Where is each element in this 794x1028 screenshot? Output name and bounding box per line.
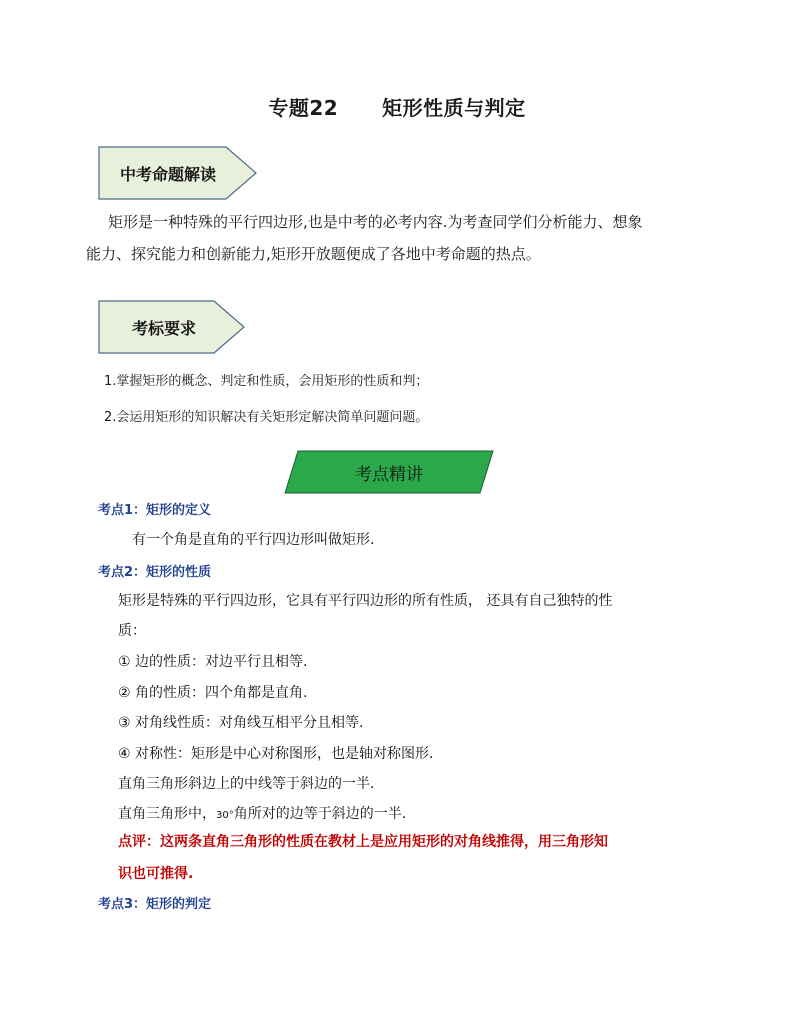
remark-line-2: 识也可推得. xyxy=(118,866,194,882)
thirty-degree-suffix: 角所对的边等于斜边的一半. xyxy=(233,806,407,822)
thirty-degree-property xyxy=(118,803,406,823)
intro-line-2: 能力、探究能力和创新能力,矩形开放题便成了各地中考命题的热点。 xyxy=(86,245,541,263)
remark-line-1: 点评：这两条直角三角形的性质在教材上是应用矩形的对角线推得，用三角形知 xyxy=(118,834,608,850)
section-tag-label: 中考命题解读 xyxy=(119,164,216,184)
thirty-degree-prefix: 直角三角形中， xyxy=(118,806,216,822)
section-tag-label: 考标要求 xyxy=(131,318,196,338)
page-title xyxy=(0,92,794,121)
requirement-item: 2.会运用矩形的知识解决有关矩形定解决简单问题问题。 xyxy=(104,410,429,425)
banner-label: 考点精讲 xyxy=(355,464,423,485)
intro-line-1: 矩形是一种特殊的平行四边形,也是中考的必考内容.为考查同学们分析能力、想象 xyxy=(108,213,643,231)
property-item: ① 边的性质：对边平行且相等. xyxy=(118,654,308,670)
thirty-degree-angle: 30° xyxy=(216,810,234,821)
title-text: 矩形性质与判定 xyxy=(382,96,526,120)
kp1-heading: 考点1：矩形的定义 xyxy=(98,503,212,518)
median-property: 直角三角形斜边上的中线等于斜边的一半. xyxy=(118,776,375,792)
section-tag-exam-interpretation xyxy=(98,146,258,200)
requirement-item: 1.掌握矩形的概念、判定和性质，会用矩形的性质和判； xyxy=(104,374,429,389)
property-item: ④ 对称性：矩形是中心对称图形，也是轴对称图形. xyxy=(118,746,434,762)
section-tag-requirements xyxy=(98,300,258,354)
kp3-heading: 考点3：矩形的判定 xyxy=(98,897,212,912)
kp2-intro-line-1: 矩形是特殊的平行四边形，它具有平行四边形的所有性质， 还具有自己独特的性 xyxy=(118,593,613,609)
key-points-banner xyxy=(284,450,494,494)
property-item: ② 角的性质：四个角都是直角. xyxy=(118,685,308,701)
title-number: 专题22 xyxy=(268,96,339,120)
kp2-heading: 考点2：矩形的性质 xyxy=(98,565,212,580)
kp2-intro-line-2: 质： xyxy=(118,623,146,639)
kp1-text: 有一个角是直角的平行四边形叫做矩形. xyxy=(132,532,375,548)
property-item: ③ 对角线性质：对角线互相平分且相等. xyxy=(118,715,364,731)
